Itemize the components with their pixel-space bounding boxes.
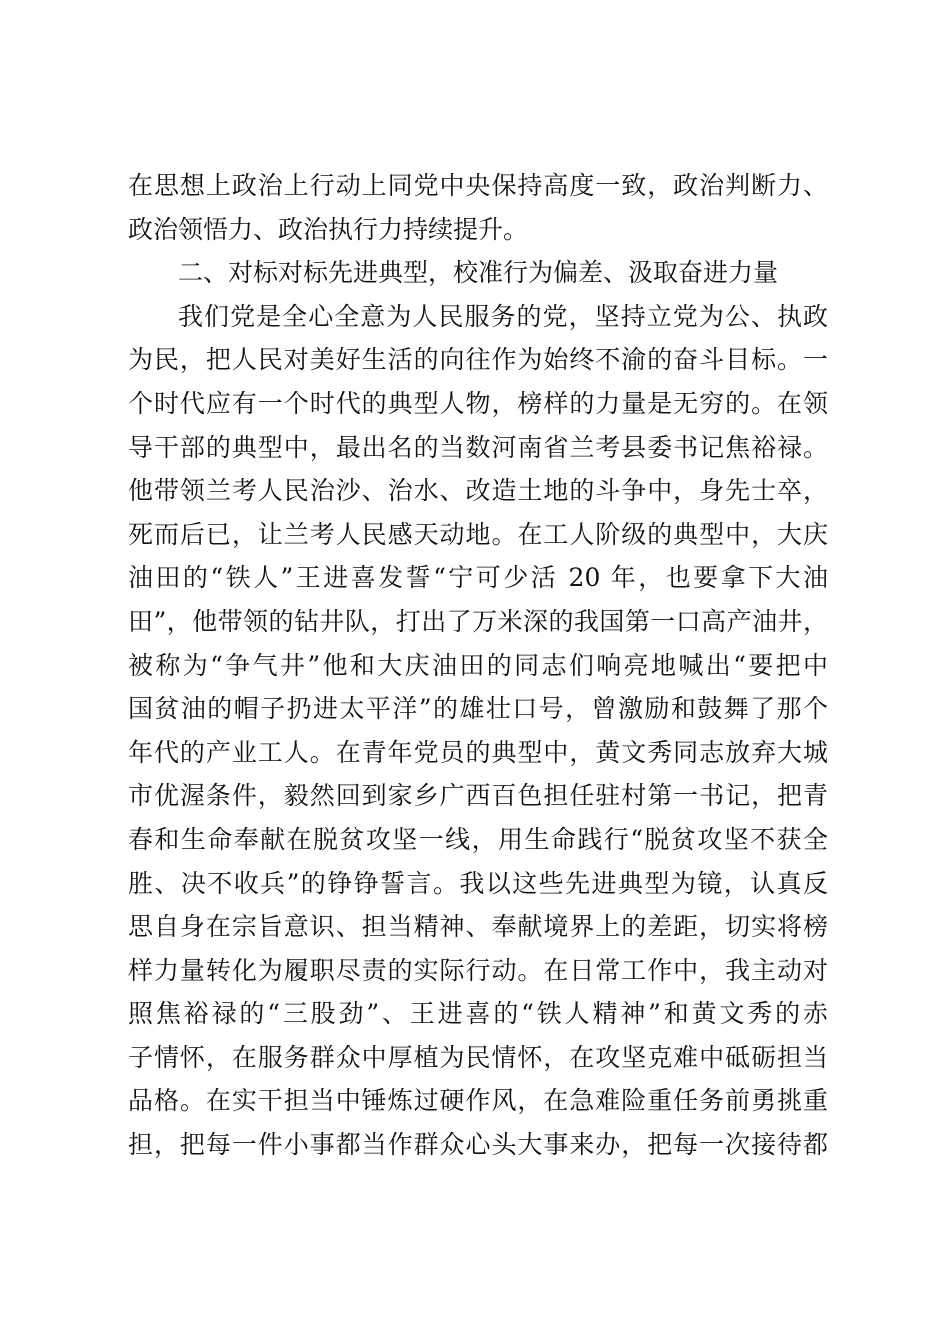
paragraph-line: 国贫油的帽子扔进太平洋”的雄壮口号，曾激励和鼓舞了那个 [128, 694, 828, 724]
paragraph-line: 田”，他带领的钻井队，打出了万米深的我国第一口高产油井， [128, 606, 828, 636]
document-body [128, 164, 828, 1167]
paragraph-line: 被称为“争气井”他和大庆油田的同志们响亮地喊出“要把中 [128, 650, 828, 680]
paragraph-line: 个时代应有一个时代的典型人物，榜样的力量是无穷的。在领 [128, 388, 828, 418]
paragraph-line: 油田的“铁人”王进喜发誓“宁可少活 20 年，也要拿下大油 [128, 563, 828, 593]
paragraph-line: 样力量转化为履职尽责的实际行动。在日常工作中，我主动对 [128, 955, 828, 985]
paragraph-line: 我们党是全心全意为人民服务的党，坚持立党为公、执政 [178, 301, 828, 331]
paragraph-line: 他带领兰考人民治沙、治水、改造土地的斗争中，身先士卒， [128, 476, 828, 506]
paragraph-line: 子情怀，在服务群众中厚植为民情怀，在攻坚克难中砥砺担当 [128, 1042, 828, 1072]
paragraph-line: 在思想上政治上行动上同党中央保持高度一致，政治判断力、 [128, 171, 828, 200]
paragraph-line: 照焦裕禄的“三股劲”、王进喜的“铁人精神”和黄文秀的赤 [128, 999, 828, 1029]
paragraph-line: 春和生命奉献在脱贫攻坚一线，用生命践行“脱贫攻坚不获全 [128, 824, 828, 854]
paragraph-line: 担，把每一件小事都当作群众心头大事来办，把每一次接待都 [128, 1130, 828, 1160]
paragraph-line: 政治领悟力、政治执行力持续提升。 [128, 214, 529, 244]
paragraph-line: 市优渥条件，毅然回到家乡广西百色担任驻村第一书记，把青 [128, 781, 828, 811]
paragraph-line: 死而后已，让兰考人民感天动地。在工人阶级的典型中，大庆 [128, 519, 828, 549]
paragraph-line: 为民，把人民对美好生活的向往作为始终不渝的奋斗目标。一 [128, 345, 828, 375]
section-heading: 二、对标对标先进典型，校准行为偏差、汲取奋进力量 [178, 258, 779, 288]
paragraph-line: 品格。在实干担当中锤炼过硬作风，在急难险重任务前勇挑重 [128, 1086, 828, 1116]
paragraph-line: 胜、决不收兵”的铮铮誓言。我以这些先进典型为镜，认真反 [128, 868, 828, 898]
paragraph-line: 导干部的典型中，最出名的当数河南省兰考县委书记焦裕禄。 [128, 432, 828, 462]
paragraph-line: 思自身在宗旨意识、担当精神、奉献境界上的差距，切实将榜 [128, 912, 828, 942]
paragraph-line: 年代的产业工人。在青年党员的典型中，黄文秀同志放弃大城 [128, 737, 828, 767]
